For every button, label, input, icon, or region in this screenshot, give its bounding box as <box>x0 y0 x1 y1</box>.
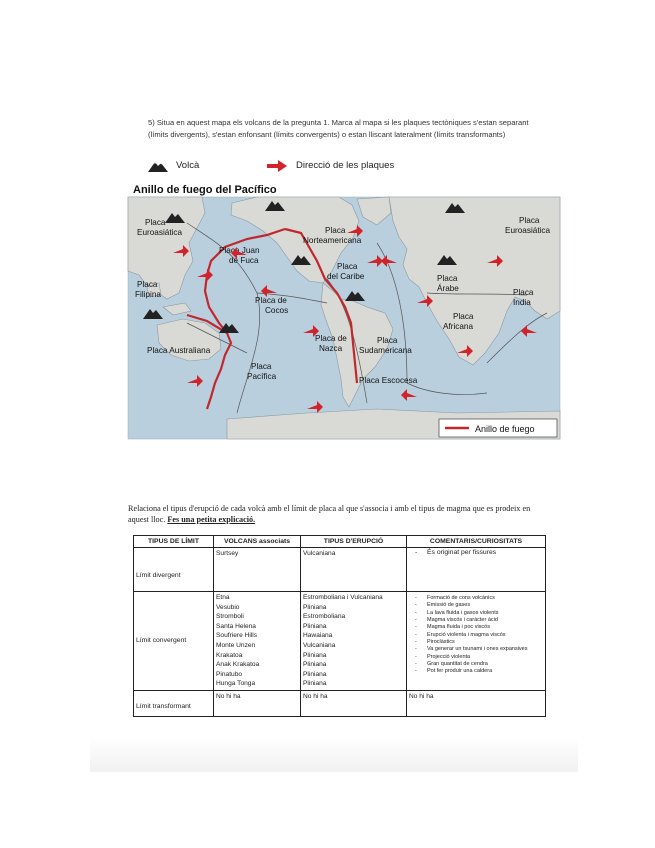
volcans-cell: Etna Vesubio Stromboli Santa Helena Soufriere Hills Monte Unzen Krakatoa Anak Krakatoa Pinatubo Hunga Tonga <box>214 592 301 691</box>
map-title: Anillo de fuego del Pacífico <box>133 184 277 196</box>
erupcio-cell: Vulcaniana <box>301 548 407 592</box>
label-india: Placa India <box>513 288 534 307</box>
comentaris-cell: - És originat per fissures <box>407 548 546 592</box>
question-6-body: Relaciona el tipus d'erupció de cada volcà amb el límit de placa al que s'associa i amb el tipus de magma que es prodeix en aquest lloc. <box>128 504 531 524</box>
volcano-legend-label: Volcà <box>176 160 200 171</box>
volcans-cell: No hi ha <box>214 690 301 716</box>
eruption-types-table <box>133 535 546 717</box>
header-tipus-erupcio: TIPUS D'ERUPCIÓ <box>301 536 407 548</box>
label-escocesa: Placa Escocesa <box>359 376 418 385</box>
erupcio-cell: No hi ha <box>301 690 407 716</box>
label-filipina: Placa Filipina <box>135 280 161 299</box>
direction-legend-label: Direcció de les plaques <box>296 160 395 171</box>
erupcio-cell: Estromboliana i Vulcaniana Pliniana Estromboliana Pliniana Hawaiana Vulcaniana Pliniana Pliniana Pliniana Pliniana <box>301 592 407 691</box>
table-header-row <box>134 536 546 548</box>
question-6-emphasis: Fes una petita explicació. <box>167 515 256 524</box>
comentaris-cell: No hi ha <box>407 690 546 716</box>
label-caribe: Placa del Caribe <box>327 262 365 281</box>
volcans-cell: Surtsey <box>214 548 301 592</box>
comentaris-cell: - Formació de cons volcànics - Emissió de gases - La lava fluida i gasos violents - Magma viscós i caràcter àcid - Magma fluida i poc viscós - Erupció violenta i magma viscós - Piroclàstics - Va generar un tsunami i ones expansives - Projecció violenta - Gran quantitat de cendra - Pot fer produir una caldera <box>407 592 546 691</box>
table-row-transformant <box>134 690 546 716</box>
limit-cell: Límit divergent <box>134 548 214 592</box>
label-africana: Placa Africana <box>443 312 474 331</box>
question-6-text <box>128 503 548 525</box>
table-row-divergent <box>134 548 546 592</box>
plate-direction-arrow-icon <box>266 159 288 173</box>
label-euroasiatica-west: Placa Euroasiática <box>137 218 183 237</box>
page-bottom-shadow <box>90 738 578 772</box>
ring-of-fire-map <box>127 183 562 440</box>
header-volcans: VOLCANS associats <box>214 536 301 548</box>
limit-cell: Límit convergent <box>134 592 214 691</box>
table-row-convergent <box>134 592 546 691</box>
header-comentaris: COMENTARIS/CURIOSITATS <box>407 536 546 548</box>
label-australiana: Placa Australiana <box>147 346 211 355</box>
label-nazca: Placa de Nazca <box>315 334 347 353</box>
label-juan-de-fuca: Placa Juan de Fuca <box>219 246 260 265</box>
map-symbol-legend <box>148 158 568 174</box>
limit-cell: Límit transformant <box>134 690 214 716</box>
question-5-text: 5) Situa en aquest mapa els volcans de la pregunta 1. Marca al mapa si les plaques tectòniques s'estan separant (límits divergents), s'estan enfonsant (límits convergents) o estan lliscant lateralment (límits transformants) <box>148 118 529 139</box>
label-norteamericana: Placa Norteamericana <box>303 226 362 245</box>
label-euroasiatica-east: Placa Euroasiática <box>505 216 551 235</box>
label-pacifica: Placa Pacífica <box>247 362 277 381</box>
label-sudamericana: Placa Sudamericana <box>359 336 412 355</box>
ring-of-fire-legend <box>439 419 557 437</box>
label-arabe: Placa Árabe <box>437 274 459 293</box>
volcano-icon <box>148 158 168 172</box>
ring-of-fire-legend-label: Anillo de fuego <box>475 424 535 434</box>
label-cocos: Placa de Cocos <box>255 296 289 315</box>
header-tipus-limit: TIPUS DE LÍMIT <box>134 536 214 548</box>
